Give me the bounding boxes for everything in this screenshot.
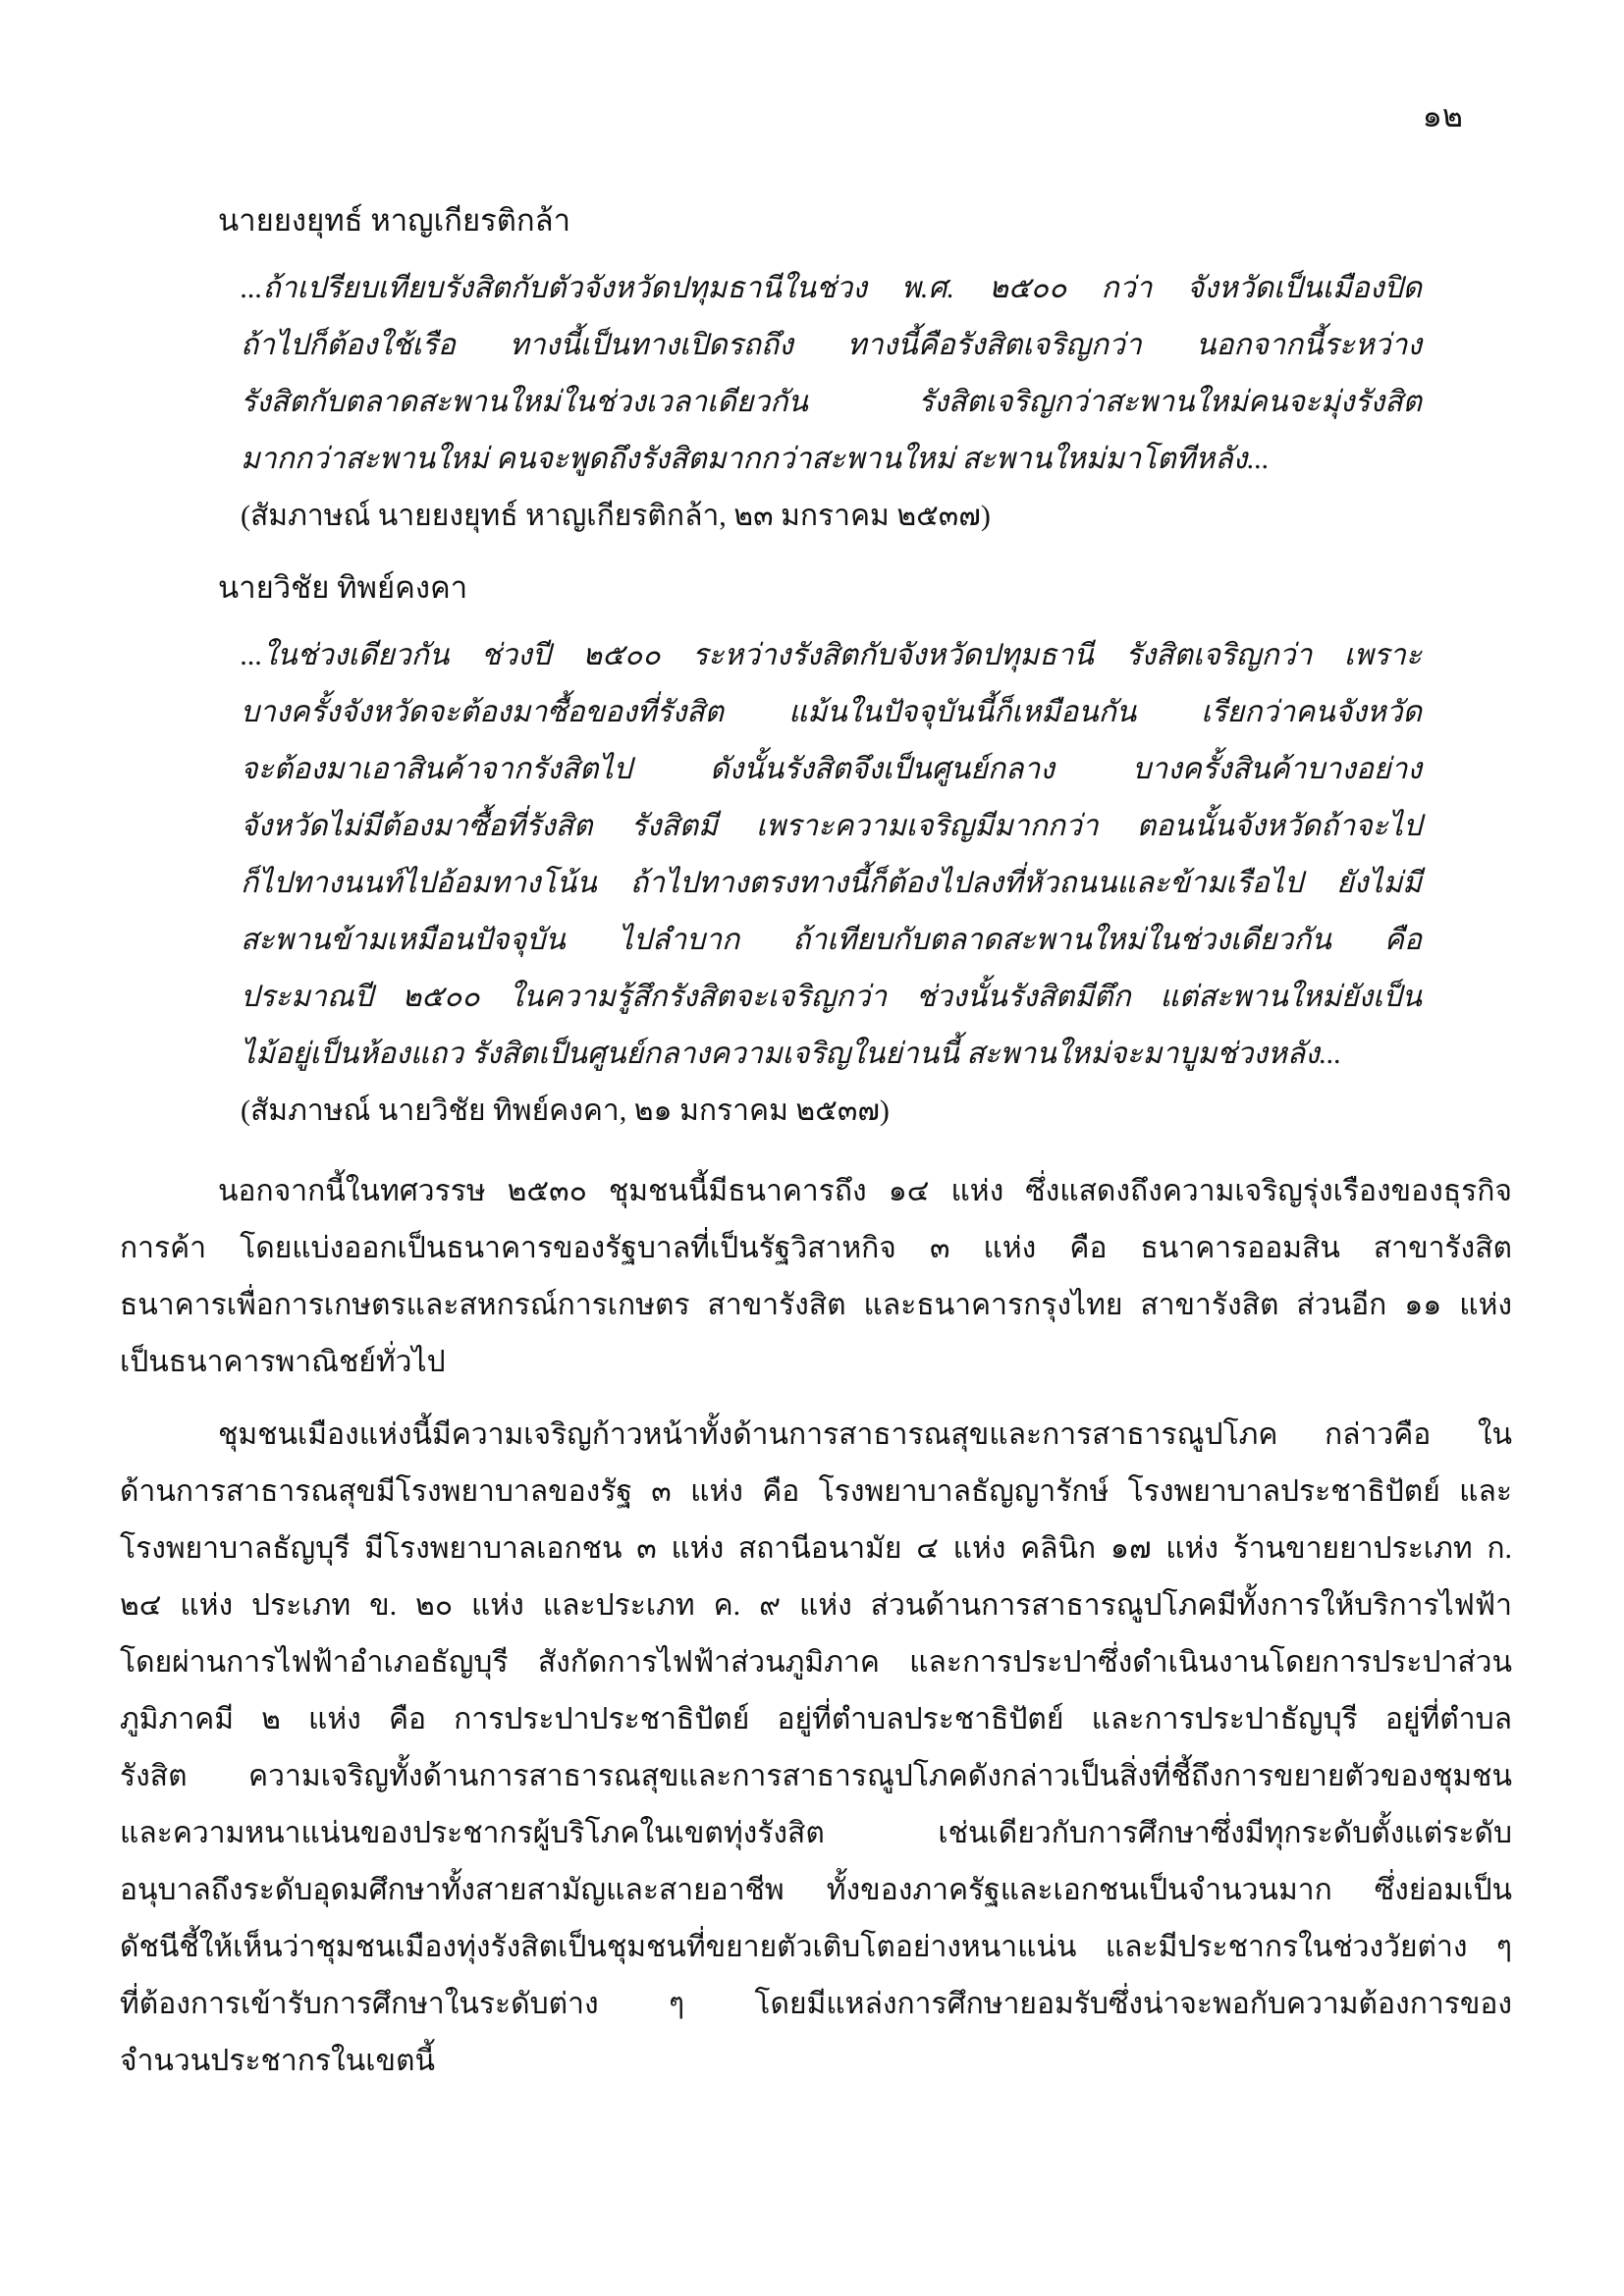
- interview-quote-line: จังหวัดไม่มีต้องมาซื้อที่รังสิต รังสิตมี เพราะความเจริญมีมากกว่า ตอนนั้นจังหวัดถ้าจะไป: [241, 810, 1422, 842]
- body-paragraph-line: รังสิต ความเจริญทั้งด้านการสาธารณสุขและการสาธารณูปโภคดังกล่าวเป็นสิ่งที่ชี้ถึงการขยายตัวของชุมชน: [120, 1760, 1512, 1792]
- body-paragraph-line: ดัชนีชี้ให้เห็นว่าชุมชนเมืองทุ่งรังสิตเป็นชุมชนที่ขยายตัวเติบโตอย่างหนาแน่น และมีประชากรในช่วงวัยต่าง ๆ: [120, 1931, 1512, 1963]
- body-paragraph-line: นอกจากนี้ในทศวรรษ ๒๕๓๐ ชุมชนนี้มีธนาคารถึง ๑๔ แห่ง ซึ่งแสดงถึงความเจริญรุ่งเรืองของธุรกิจ: [218, 1175, 1512, 1207]
- interview-citation: (สัมภาษณ์ นายยงยุทธ์ หาญเกียรติกล้า, ๒๓ มกราคม ๒๕๓๗): [241, 500, 991, 532]
- body-paragraph-line: และความหนาแน่นของประชากรผู้บริโภคในเขตทุ่งรังสิต เช่นเดียวกับการศึกษาซึ่งมีทุกระดับตั้งแต่ระดับ: [120, 1817, 1512, 1849]
- speaker-name: นายวิชัย ทิพย์คงคา: [218, 570, 468, 605]
- body-paragraph-line: โรงพยาบาลธัญบุรี มีโรงพยาบาลเอกชน ๓ แห่ง สถานีอนามัย ๔ แห่ง คลินิก ๑๗ แห่ง ร้านขายยาประเภท ก.: [120, 1532, 1512, 1565]
- body-paragraph: [120, 1407, 1512, 2090]
- interview-quote-line: รังสิตกับตลาดสะพานใหม่ในช่วงเวลาเดียวกัน รังสิตเจริญกว่าสะพานใหม่คนจะมุ่งรังสิต: [241, 386, 1422, 418]
- body-paragraph-line: ด้านการสาธารณสุขมีโรงพยาบาลของรัฐ ๓ แห่ง คือ โรงพยาบาลธัญญารักษ์ โรงพยาบาลประชาธิปัตย์ และ: [120, 1475, 1512, 1508]
- interview-citation: (สัมภาษณ์ นายวิชัย ทิพย์คงคา, ๒๑ มกราคม ๒๕๓๗): [241, 1095, 890, 1127]
- interview-quote-line: บางครั้งจังหวัดจะต้องมาซื้อของที่รังสิต แม้นในปัจจุบันนี้ก็เหมือนกัน เรียกว่าคนจังหวัด: [241, 696, 1422, 728]
- interview-quote-line: ...ในช่วงเดียวกัน ช่วงปี ๒๕๐๐ ระหว่างรังสิตกับจังหวัดปทุมธานี รังสิตเจริญกว่า เพราะ: [241, 639, 1422, 671]
- interview-quote-line: สะพานข้ามเหมือนปัจจุบัน ไปลำบาก ถ้าเทียบกับตลาดสะพานใหม่ในช่วงเดียวกัน คือ: [241, 924, 1422, 956]
- body-paragraph-line: ชุมชนเมืองแห่งนี้มีความเจริญก้าวหน้าทั้งด้านการสาธารณสุขและการสาธารณูปโภค กล่าวคือ ใน: [218, 1418, 1512, 1451]
- interview-quote-line: จะต้องมาเอาสินค้าจากรังสิตไป ดังนั้นรังสิตจึงเป็นศูนย์กลาง บางครั้งสินค้าบางอย่าง: [241, 753, 1422, 785]
- body-paragraph-line: ภูมิภาคมี ๒ แห่ง คือ การประปาประชาธิปัตย์ อยู่ที่ตำบลประชาธิปัตย์ และการประปาธัญบุรี อยู่ที่ตำบล: [120, 1703, 1512, 1735]
- page-number: ๑๒: [1422, 98, 1463, 133]
- body-paragraph-line: การค้า โดยแบ่งออกเป็นธนาคารของรัฐบาลที่เป็นรัฐวิสาหกิจ ๓ แห่ง คือ ธนาคารออมสิน สาขารังสิต: [120, 1232, 1512, 1264]
- body-paragraph-line: โดยผ่านการไฟฟ้าอำเภอธัญบุรี สังกัดการไฟฟ้าส่วนภูมิภาค และการประปาซึ่งดำเนินงานโดยการประปาส่วน: [120, 1646, 1512, 1679]
- interview-quote-line: มากกว่าสะพานใหม่ คนจะพูดถึงรังสิตมากกว่าสะพานใหม่ สะพานใหม่มาโตทีหลัง...: [241, 443, 1270, 475]
- body-paragraph-line: เป็นธนาคารพาณิชย์ทั่วไป: [120, 1346, 446, 1378]
- speaker-name: นายยงยุทธ์ หาญเกียรติกล้า: [218, 203, 571, 238]
- interview-quote-line: ถ้าไปก็ต้องใช้เรือ ทางนี้เป็นทางเปิดรถถึง ทางนี้คือรังสิตเจริญกว่า นอกจากนี้ระหว่าง: [241, 329, 1422, 361]
- body-paragraph-line: อนุบาลถึงระดับอุดมศึกษาทั้งสายสามัญและสายอาชีพ ทั้งของภาครัฐและเอกชนเป็นจำนวนมาก ซึ่งย่อมเป็น: [120, 1874, 1512, 1906]
- interview-quote: [241, 627, 1422, 1083]
- interview-quote: [241, 260, 1422, 488]
- interview-quote-line: ไม้อยู่เป็นห้องแถว รังสิตเป็นศูนย์กลางความเจริญในย่านนี้ สะพานใหม่จะมาบูมช่วงหลัง...: [241, 1038, 1342, 1070]
- body-paragraph-line: ธนาคารเพื่อการเกษตรและสหกรณ์การเกษตร สาขารังสิต และธนาคารกรุงไทย สาขารังสิต ส่วนอีก ๑๑ แห่ง: [120, 1289, 1512, 1321]
- interview-quote-line: ...ถ้าเปรียบเทียบรังสิตกับตัวจังหวัดปทุมธานีในช่วง พ.ศ. ๒๕๐๐ กว่า จังหวัดเป็นเมืองปิด: [241, 272, 1422, 304]
- body-paragraph-line: จำนวนประชากรในเขตนี้: [120, 2045, 435, 2077]
- interview-quote-line: ก็ไปทางนนท์ไปอ้อมทางโน้น ถ้าไปทางตรงทางนี้ก็ต้องไปลงที่หัวถนนและข้ามเรือไป ยังไม่มี: [241, 867, 1422, 899]
- document-body: [120, 201, 1512, 2090]
- body-paragraph-line: ที่ต้องการเข้ารับการศึกษาในระดับต่าง ๆ โดยมีแหล่งการศึกษายอมรับซึ่งน่าจะพอกับความต้องการของ: [120, 1988, 1512, 2020]
- body-paragraph: [120, 1163, 1512, 1391]
- body-paragraph-line: ๒๔ แห่ง ประเภท ข. ๒๐ แห่ง และประเภท ค. ๙ แห่ง ส่วนด้านการสาธารณูปโภคมีทั้งการให้บริการไฟฟ้า: [120, 1589, 1512, 1622]
- interview-quote-line: ประมาณปี ๒๕๐๐ ในความรู้สึกรังสิตจะเจริญกว่า ช่วงนั้นรังสิตมีตึก แต่สะพานใหม่ยังเป็น: [241, 981, 1422, 1013]
